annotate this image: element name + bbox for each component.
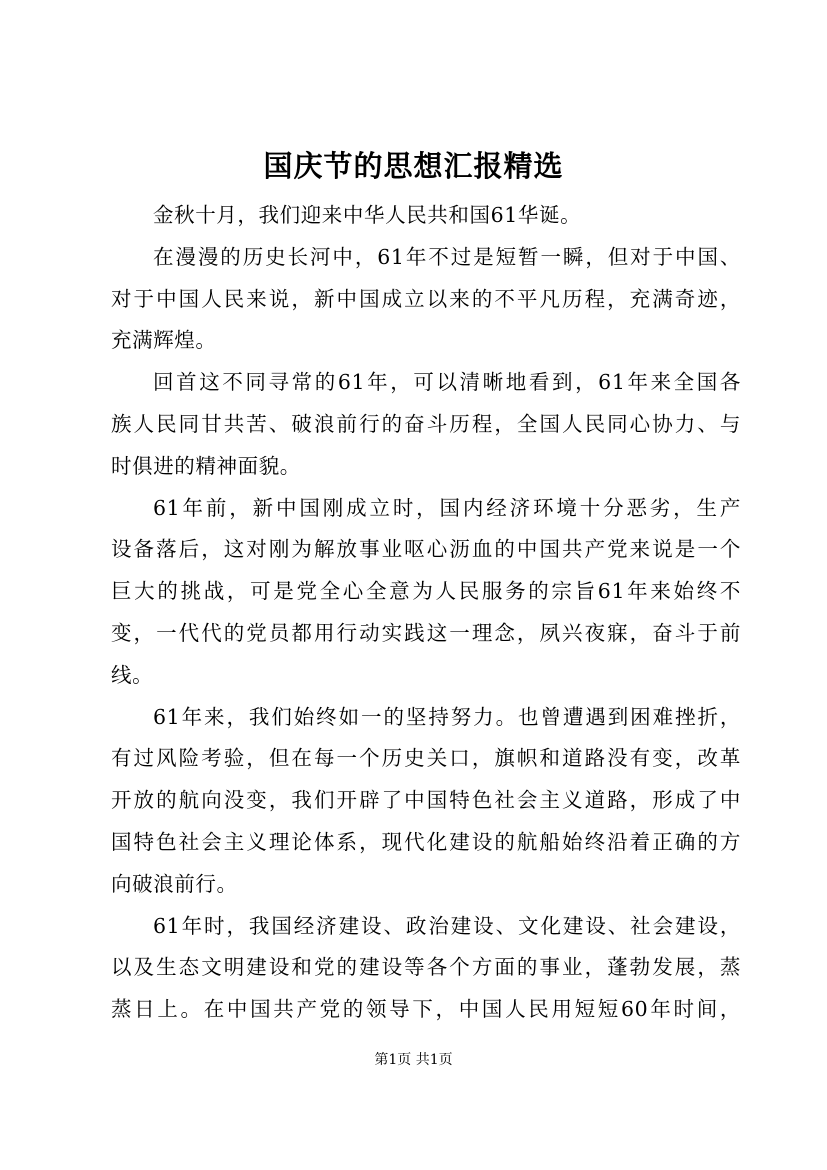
text-line: 以及生态文明建设和党的建设等各个方面的事业，蓬勃发展，蒸 <box>111 955 741 980</box>
text-line: 有过风险考验，但在每一个历史关口，旗帜和道路没有变，改革 <box>111 746 741 771</box>
text-line: 变，一代代的党员都用行动实践这一理念，夙兴夜寐，奋斗于前 <box>111 620 741 645</box>
text-line: 充满辉煌。 <box>111 328 217 353</box>
text-line: 时俱进的精神面貌。 <box>111 453 301 478</box>
page-footer: 第1页 共1页 <box>374 1052 453 1068</box>
paragraph <box>111 195 741 237</box>
paragraph <box>111 697 741 906</box>
text-line: 对于中国人民来说，新中国成立以来的不平凡历程，充满奇迹， <box>111 286 741 311</box>
text-line: 金秋十月，我们迎来中华人民共和国61华诞。 <box>153 203 582 227</box>
text-line: 线。 <box>111 662 154 687</box>
paragraph <box>111 906 741 1031</box>
text-line: 61年时，我国经济建设、政治建设、文化建设、社会建设， <box>153 913 741 938</box>
document-body <box>111 195 741 1031</box>
text-line: 61年来，我们始终如一的坚持努力。也曾遭遇到困难挫折， <box>153 704 741 729</box>
text-line: 蒸日上。在中国共产党的领导下，中国人民用短短60年时间， <box>111 997 741 1022</box>
text-line: 国特色社会主义理论体系，现代化建设的航船始终沿着正确的方 <box>111 829 741 854</box>
text-line: 设备落后，这对刚为解放事业呕心沥血的中国共产党来说是一个 <box>111 537 741 562</box>
document-title: 国庆节的思想汇报精选 <box>263 149 564 183</box>
text-line: 向破浪前行。 <box>111 871 238 896</box>
text-line: 族人民同甘共苦、破浪前行的奋斗历程，全国人民同心协力、与 <box>111 411 741 436</box>
text-line: 巨大的挑战，可是党全心全意为人民服务的宗旨61年来始终不 <box>111 579 741 604</box>
text-line: 开放的航向没变，我们开辟了中国特色社会主义道路，形成了中 <box>111 788 741 813</box>
paragraph <box>111 237 741 362</box>
text-line: 在漫漫的历史长河中，61年不过是短暂一瞬，但对于中国、 <box>153 244 741 269</box>
text-line: 回首这不同寻常的61年，可以清晰地看到，61年来全国各 <box>153 370 741 395</box>
paragraph <box>111 362 741 487</box>
text-line: 61年前，新中国刚成立时，国内经济环境十分恶劣，生产 <box>153 495 741 520</box>
paragraph <box>111 488 741 697</box>
